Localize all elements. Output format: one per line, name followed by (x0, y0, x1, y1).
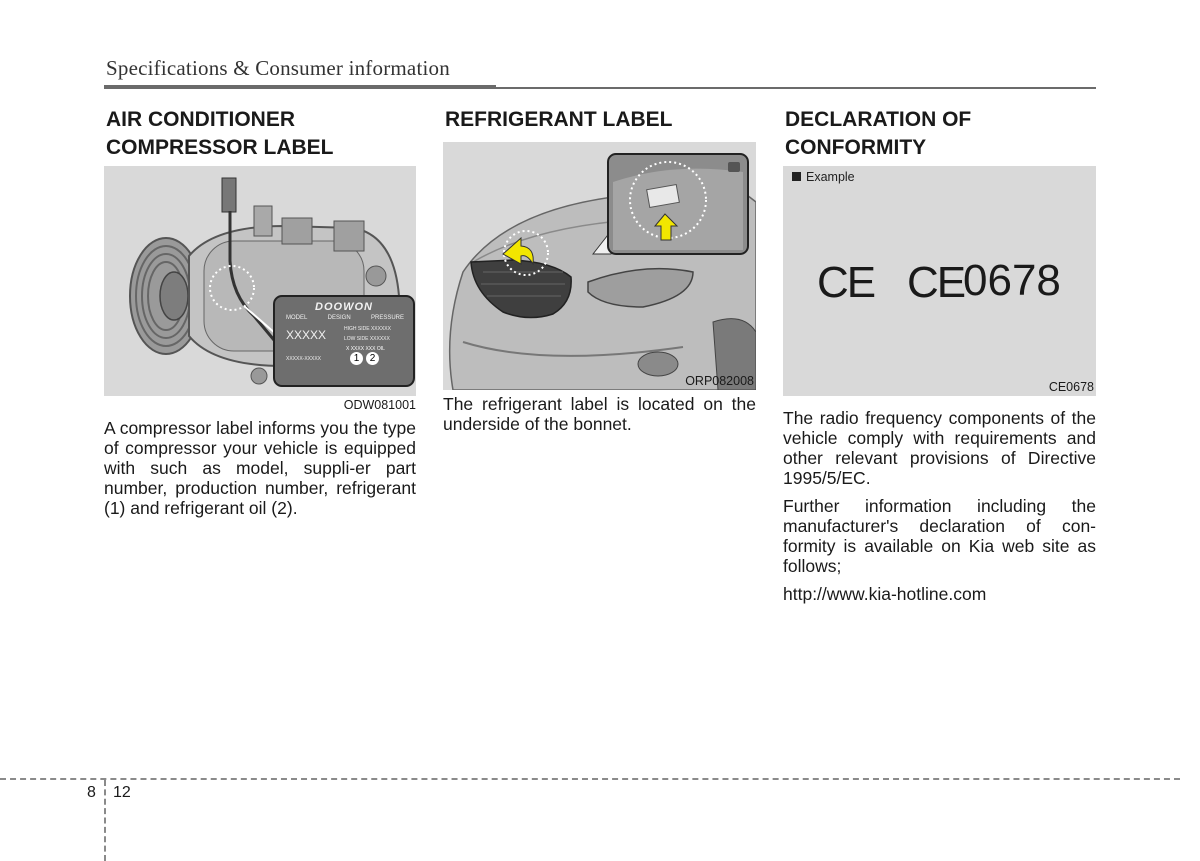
conformity-heading: DECLARATION OF CONFORMITY (785, 108, 972, 159)
ce-mark-icon: CE (817, 258, 875, 307)
footer-rule (0, 778, 1180, 780)
car-front-illustration (443, 142, 756, 390)
ce-mark-icon: CE (907, 258, 965, 307)
figure-code: ORP082008 (685, 374, 754, 388)
example-label: Example (806, 170, 855, 184)
header-rule-thin (496, 87, 1096, 89)
figure-code: ODW081001 (343, 398, 416, 412)
label-columns (278, 313, 410, 321)
header-rule (104, 85, 496, 89)
refrigerant-label-section (443, 106, 756, 442)
website-url: http://www.kia-hotline.com (783, 584, 987, 604)
callout-2: 2 (366, 352, 379, 365)
refrigerant-label-heading: REFRIGERANT LABEL (445, 108, 673, 131)
compressor-label-section (104, 106, 416, 526)
chapter-number: 8 (87, 784, 96, 801)
compressor-label-heading: AIR CONDITIONER COMPRESSOR LABEL (106, 108, 334, 159)
conformity-section (783, 106, 1096, 612)
section-header-title: Specifications & Consumer information (106, 56, 450, 80)
footer-divider (104, 780, 106, 861)
bullet-square-icon (792, 172, 801, 181)
compressor-illustration (104, 166, 416, 396)
compressor-paragraph (104, 418, 416, 518)
ce-notified-body-number: 0678 (963, 256, 1061, 305)
label-col-model: MODEL (286, 315, 308, 321)
callout-1: 1 (350, 352, 363, 365)
label-low-side: LOW SIDE XXXXXX (344, 336, 390, 342)
paragraph: Further information including the manufacturer's declaration of con-formity is available on Kia web site as follows; (783, 496, 1096, 576)
refrigerant-paragraph (443, 394, 756, 434)
compressor-label-inset (278, 300, 410, 382)
doowon-brand-text: DOOWON (315, 301, 373, 313)
label-col-design: DESIGN (327, 315, 351, 321)
figure-code: CE0678 (1048, 380, 1094, 394)
label-serial: XXXXX-XXXXX (286, 356, 322, 362)
paragraph: The refrigerant label is located on the underside of the bonnet. (443, 394, 756, 434)
label-callouts (350, 352, 379, 365)
label-col-pressure: PRESSURE (370, 315, 404, 321)
ce-mark-figure (783, 166, 1096, 396)
conformity-text (783, 408, 1096, 604)
page-number: 12 (113, 784, 131, 801)
example-tag (792, 170, 855, 184)
label-oil-line: X XXXX XXX OIL (346, 346, 385, 352)
paragraph: A compressor label informs you the type of compressor your vehicle is equipped with such as model, suppli-er part number, production number, refrigerant (1) and refrigerant oil (2). (104, 418, 416, 518)
paragraph: The radio frequency components of the vehicle comply with requirements and other relevant provisions of Directive 1995/5/EC. (783, 408, 1096, 488)
label-model-value: XXXXX (286, 328, 327, 342)
label-high-side: HIGH SIDE XXXXXX (344, 326, 391, 332)
